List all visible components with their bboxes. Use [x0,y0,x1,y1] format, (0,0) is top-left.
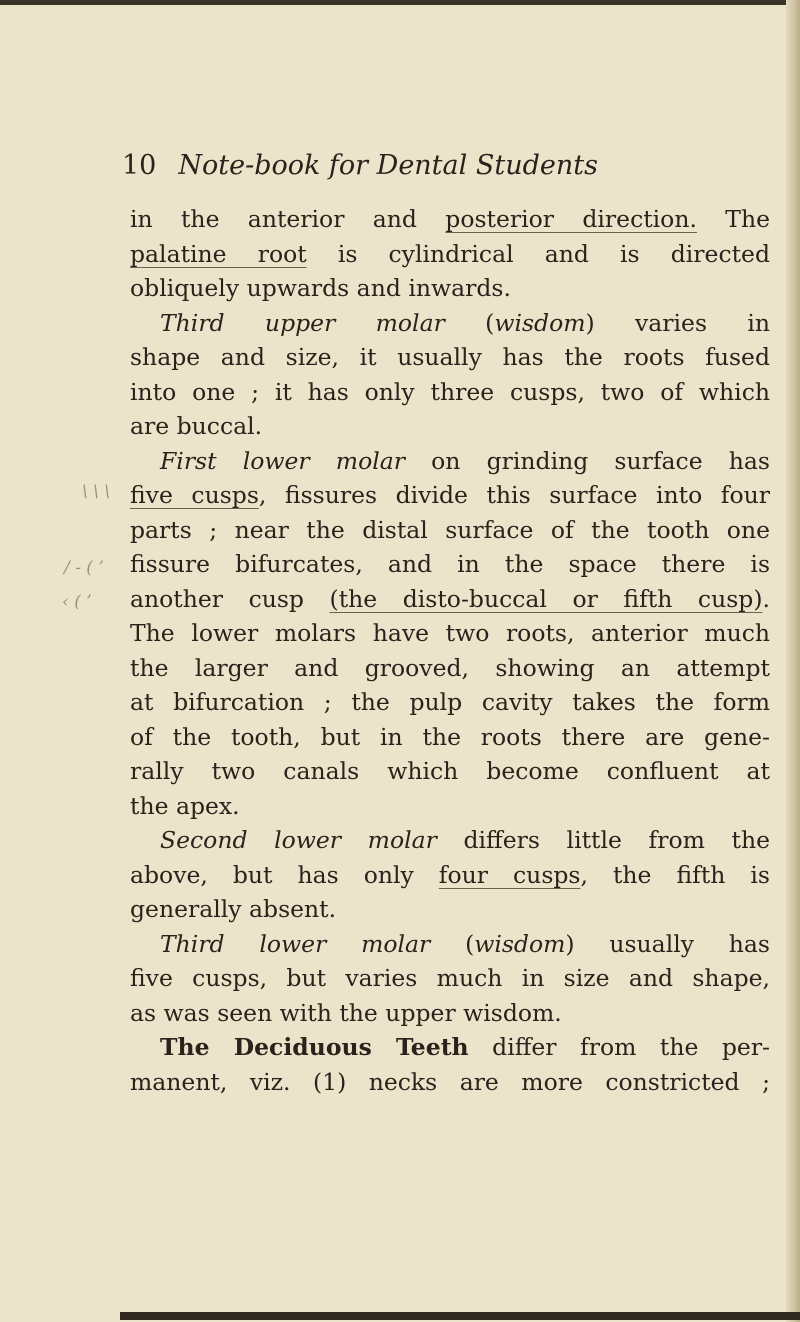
subheading: Second lower molar [160,826,437,854]
text-line: fissure bifurcates, and in the space there is [130,550,770,578]
text-line: five cusps, but varies much in size and shape, [130,964,770,992]
text-line: generally absent. [130,895,337,923]
text-line: The lower molars have two roots, anterior much [130,619,770,647]
text-line: The Deciduous Teeth differ from the per- [160,1033,770,1061]
running-title: Note-book for Dental Students [178,150,598,181]
margin-note: \ \ \ [82,482,110,502]
text-line: palatine root is cylindrical and is directed [130,239,770,268]
text-line: Third lower molar (wisdom) usually has [160,929,770,958]
text-line: rally two canals which become confluent at [130,757,770,785]
text-line: in the anterior and posterior direction. The [130,205,770,233]
subheading: Third upper molar [160,308,445,337]
text-line: Third upper molar (wisdom) varies in [160,308,770,337]
section-heading: The Deciduous Teeth [160,1033,469,1061]
text-line: of the tooth, but in the roots there are gene- [130,722,770,751]
text-line: obliquely upwards and inwards. [130,274,511,302]
top-rule [0,0,800,5]
underlined-phrase: five cusps [130,481,259,509]
margin-note: / - ( ’ [64,558,104,578]
text-line: at bifurcation ; the pulp cavity takes the form [130,688,770,716]
text-line: shape and size, it usually has the roots fused [130,343,770,371]
text-line: above, but has only four cusps, the fifth is [130,860,770,889]
text-line: the larger and grooved, showing an attempt [130,653,770,682]
text-line: Second lower molar differs little from the [160,826,770,854]
text-line: five cusps, fissures divide this surface into four [130,481,770,509]
page-number: 10 [122,150,157,181]
text-line: into one ; it has only three cusps, two of which [130,377,770,406]
page-header [122,150,598,181]
page-edge [786,0,800,1322]
text-line: as was seen with the upper wisdom. [130,998,562,1027]
text-line: the apex. [130,791,240,820]
margin-note: ‹ ( ’ [62,592,92,612]
underlined-phrase: palatine root [130,239,307,268]
bottom-rule [120,1312,800,1320]
underlined-phrase: four cusps [438,860,581,889]
body-text [130,202,770,1099]
text-line: parts ; near the distal surface of the tooth one [130,515,770,544]
underlined-phrase: (the disto-buccal or fifth cusp) [329,584,763,613]
text-line: another cusp (the disto-buccal or fifth cusp). [130,584,770,613]
text-line: First lower molar on grinding surface has [160,446,770,475]
text-line: are buccal. [130,412,263,440]
subheading: First lower molar [160,446,405,475]
subheading: Third lower molar [160,929,431,958]
underlined-phrase: posterior direction. [445,205,697,233]
text-line: manent, viz. (1) necks are more constricted ; [130,1067,770,1096]
